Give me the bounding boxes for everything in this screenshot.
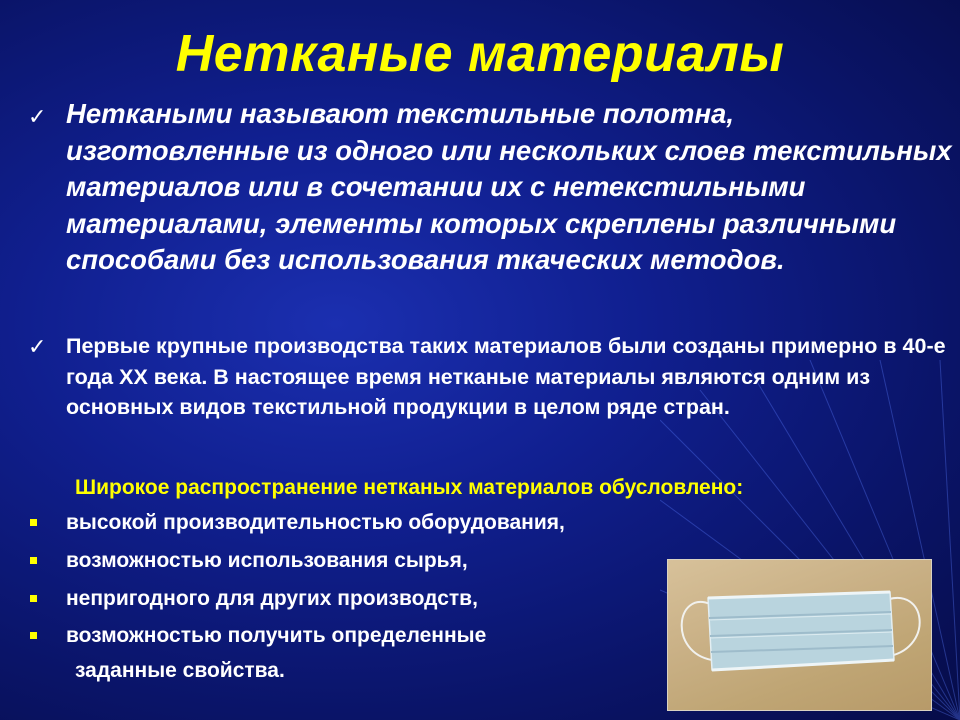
face-mask-photo — [667, 559, 932, 711]
square-bullet-icon — [30, 595, 37, 602]
square-bullet-icon — [30, 519, 37, 526]
square-bullet-icon — [30, 632, 37, 639]
reasons-subheading: Широкое распространение нетканых материалов обусловлено: — [75, 476, 744, 499]
slide-title: Нетканые материалы — [175, 25, 785, 83]
list-item: высокой производительностью оборудования, — [66, 511, 565, 534]
history-paragraph: Первые крупные производства таких материалов были созданы примерно в 40-е года XX века. В настоящее время нетканые материалы являются одним из основных видов текстильной продукции в целом ряде стран. — [66, 334, 946, 419]
list-item: возможностью получить определенные — [66, 624, 487, 647]
list-item: возможностью использования сырья, — [66, 549, 468, 572]
square-bullet-icon — [30, 557, 37, 564]
check-mark-icon: ✓ — [28, 104, 47, 129]
check-mark-icon: ✓ — [28, 334, 47, 359]
list-item-continuation: заданные свойства. — [75, 659, 285, 682]
list-item: непригодного для других производств, — [66, 587, 478, 610]
definition-paragraph: Неткаными называют текстильные полотна, изготовленные из одного или нескольких слоев текстильных материалов или в сочетании их с нетекстильными материалами, элементы которых скреплены различными способами без использования ткаческих методов. — [66, 98, 952, 276]
